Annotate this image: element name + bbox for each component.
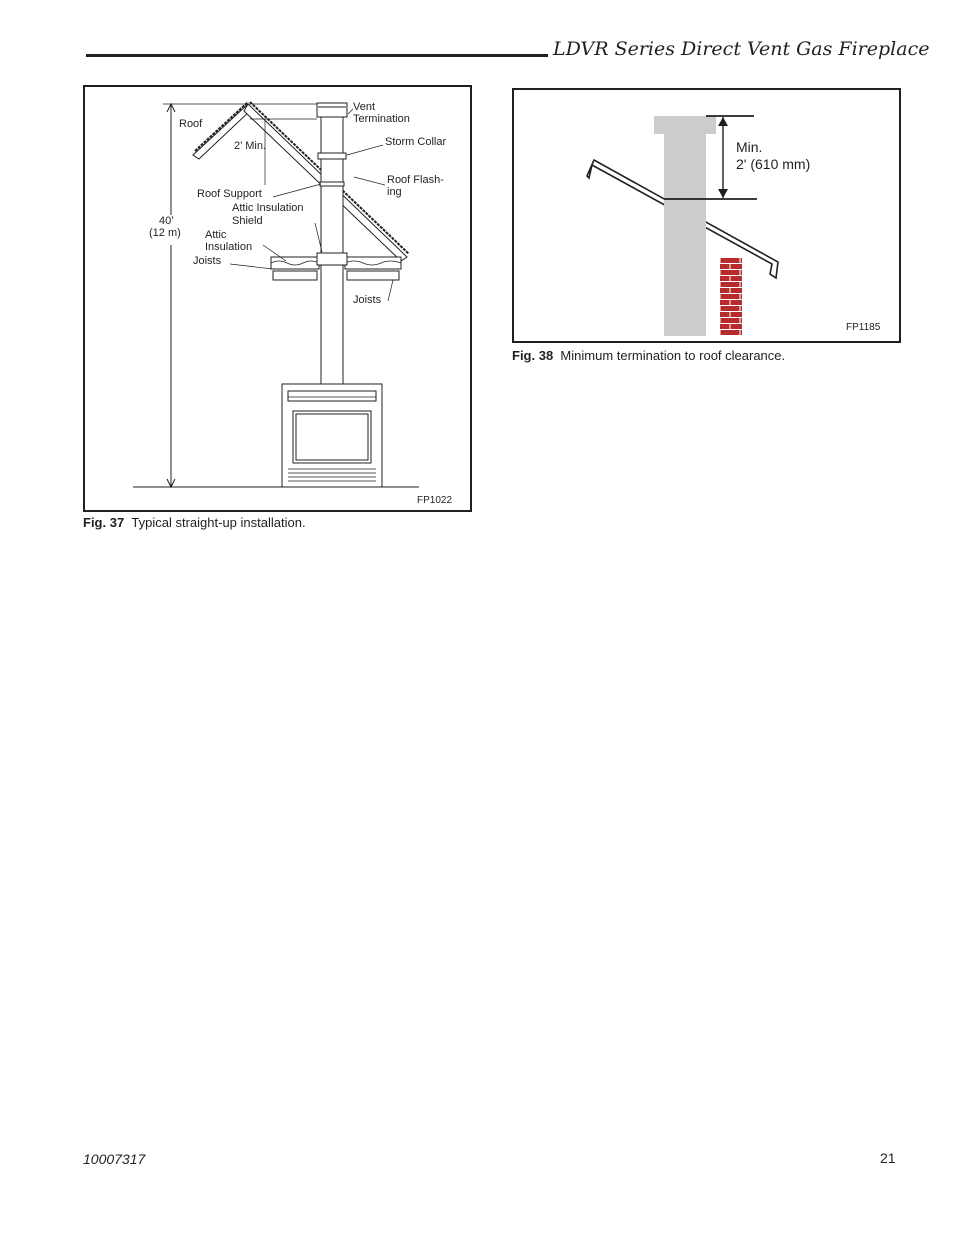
label-joists-right: Joists [353,294,382,306]
label-termination: Termination [353,113,410,125]
vent-termination-cap [317,103,347,117]
vent-termination-cap [654,116,716,134]
label-attic-insulation-shield-1: Attic Insulation [232,202,304,214]
label-roof-flashing-1: Roof Flash- [387,174,444,186]
joist-right [345,257,401,269]
label-two-feet: 2' (610 mm) [736,156,811,172]
page-number: 21 [880,1150,896,1166]
label-attic-insulation-shield-2: Shield [232,215,263,227]
caption-38-number: Fig. 38 [512,348,554,363]
caption-37-number: Fig. 37 [83,515,125,530]
header-rule [86,54,548,57]
caption-37-text: Typical straight-up installation. [131,515,306,530]
page-header-title: LDVR Series Direct Vent Gas Fireplace [553,38,930,60]
label-attic-1: Attic [205,229,227,241]
storm-collar [318,153,346,159]
document-number: 10007317 [83,1151,146,1167]
label-storm-collar: Storm Collar [385,136,447,148]
figure-code-fp1185: FP1185 [846,322,881,333]
caption-38-text: Minimum termination to roof clearance. [560,348,786,363]
label-roof: Roof [179,118,203,130]
figure-38-drawing [514,90,899,341]
roof-support-bracket [320,182,344,186]
attic-insulation-shield [317,253,347,265]
vent-pipe [321,109,343,384]
label-height-40: 40’ [159,215,174,227]
figure-code-fp1022: FP1022 [417,495,453,506]
label-joists-left: Joists [193,255,222,267]
label-vent: Vent [353,101,376,113]
label-min: Min. [736,139,763,155]
vent-chimney-pipe [664,134,706,336]
label-roof-support: Roof Support [197,188,262,200]
figure-38-caption [512,348,785,363]
label-height-12m: (12 m) [149,227,181,239]
label-roof-flashing-2: ing [387,186,402,198]
figure-37-drawing [85,87,470,510]
label-attic-insulation-2: Insulation [205,241,253,253]
figure-38-termination-clearance [512,88,901,343]
figure-37-straight-up-installation [83,85,472,512]
joist-left [271,257,319,269]
brick-chimney [720,258,742,336]
figure-37-caption [83,515,306,530]
label-two-min: 2’ Min. [234,140,266,152]
